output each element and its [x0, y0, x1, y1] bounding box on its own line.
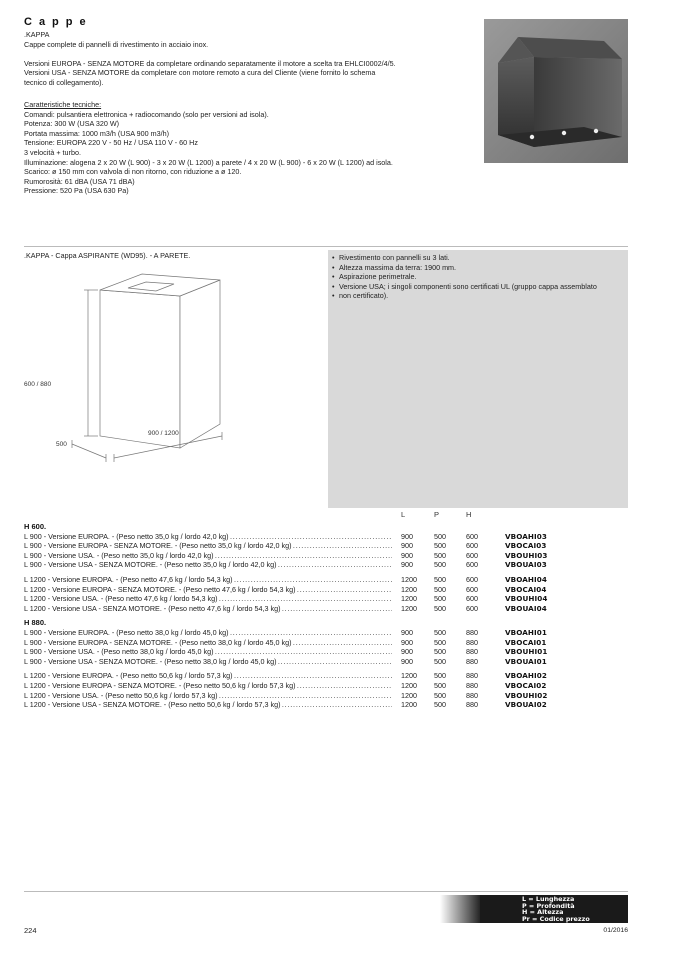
feature-item: • Aspirazione perimetrale.: [332, 272, 624, 282]
dim-width-label: 900 / 1200: [148, 430, 179, 437]
row-h: 600: [466, 560, 478, 570]
row-desc: L 900 - Versione USA - SENZA MOTORE. - (Peso netto 38,0 kg / lordo 45,0 kg) . . .: [24, 657, 392, 667]
row-desc: L 900 - Versione EUROPA - SENZA MOTORE. - (Peso netto 35,0 kg / lordo 42,0 kg) . . .: [24, 541, 392, 551]
row-desc: L 900 - Versione USA. - (Peso netto 35,0 kg / lordo 42,0 kg) . . .: [24, 551, 392, 561]
row-desc: L 900 - Versione EUROPA. - (Peso netto 35,0 kg / lordo 42,0 kg) . . .: [24, 532, 392, 542]
row-desc: L 1200 - Versione EUROPA. - (Peso netto 50,6 kg / lordo 57,3 kg) . . .: [24, 671, 392, 681]
row-p: 500: [434, 656, 446, 666]
feature-item: • Rivestimento con pannelli su 3 lati.: [332, 253, 624, 263]
row-p: 500: [434, 574, 446, 584]
row-p: 500: [434, 647, 446, 657]
row-desc: L 1200 - Versione EUROPA - SENZA MOTORE. - (Peso netto 50,6 kg / lordo 57,3 kg) . . .: [24, 681, 392, 691]
table-subgroup: [24, 532, 628, 570]
row-p: 500: [434, 637, 446, 647]
row-l: 900: [401, 560, 413, 570]
table-row: [24, 647, 628, 657]
row-l: 900: [401, 531, 413, 541]
table-row: [24, 657, 628, 667]
row-h: 880: [466, 656, 478, 666]
section-title: .KAPPA - Cappa ASPIRANTE (WD95). - A PARETE.: [24, 251, 191, 260]
table-row: [24, 681, 628, 691]
row-h: 880: [466, 637, 478, 647]
column-header-l: L: [401, 510, 406, 519]
row-h: 880: [466, 671, 478, 681]
page-number: 224: [24, 926, 37, 935]
row-l: 1200: [401, 680, 417, 690]
table-row: [24, 560, 628, 570]
row-h: 880: [466, 690, 478, 700]
table-row: [24, 671, 628, 681]
spec-line: Scarico: ø 150 mm con valvola di non ritorno, con riduzione a ø 120.: [24, 167, 242, 177]
table-subgroup: [24, 575, 628, 613]
row-code: VBOUHI04: [505, 594, 548, 604]
spec-line: Comandi: pulsantiera elettronica + radiocomando (solo per versioni ad isola).: [24, 109, 269, 119]
row-code: VBOAHI02: [505, 671, 548, 681]
row-code: VBOAHI03: [505, 531, 548, 541]
group-title: H 600.: [24, 522, 47, 531]
intro-block: [24, 30, 444, 88]
row-desc: L 1200 - Versione USA - SENZA MOTORE. - (Peso netto 50,6 kg / lordo 57,3 kg) . . .: [24, 700, 392, 710]
model-name: .KAPPA: [24, 30, 50, 39]
feature-item: • Versione USA; i singoli componenti sono certificati UL (gruppo cappa assemblato: [332, 282, 624, 292]
row-h: 600: [466, 584, 478, 594]
table-subgroup: [24, 671, 628, 709]
table-row: [24, 585, 628, 595]
table-row: [24, 604, 628, 614]
dim-height-label: 600 / 880: [24, 381, 52, 388]
row-l: 1200: [401, 690, 417, 700]
technical-drawing: [24, 266, 324, 472]
row-p: 500: [434, 690, 446, 700]
spec-line: Potenza: 300 W (USA 320 W): [24, 119, 120, 129]
row-l: 1200: [401, 603, 417, 613]
row-l: 900: [401, 656, 413, 666]
row-h: 600: [466, 541, 478, 551]
row-p: 500: [434, 700, 446, 710]
legend-fade: [440, 895, 482, 923]
spec-line: Tensione: EUROPA 220 V - 50 Hz / USA 110 V - 60 Hz: [24, 138, 198, 148]
column-header-h: H: [466, 510, 472, 519]
spec-line: Rumorosità: 61 dBA (USA 71 dBA): [24, 176, 135, 186]
row-l: 900: [401, 627, 413, 637]
intro-text: Cappe complete di pannelli di rivestimento in acciaio inox.: [24, 39, 209, 49]
row-desc: L 900 - Versione USA - SENZA MOTORE. - (Peso netto 35,0 kg / lordo 42,0 kg) . . .: [24, 560, 392, 570]
table-row: [24, 541, 628, 551]
row-code: VBOUHI03: [505, 550, 548, 560]
specs-heading: Caratteristiche tecniche:: [24, 100, 102, 109]
table-row: [24, 691, 628, 701]
row-h: 880: [466, 647, 478, 657]
row-l: 900: [401, 637, 413, 647]
table-row: [24, 532, 628, 542]
row-code: VBOUAI02: [505, 700, 547, 710]
row-code: VBOUHI01: [505, 647, 548, 657]
row-p: 500: [434, 680, 446, 690]
spec-line: Pressione: 520 Pa (USA 630 Pa): [24, 186, 129, 196]
row-desc: L 1200 - Versione USA - SENZA MOTORE. - (Peso netto 47,6 kg / lordo 54,3 kg) . . .: [24, 604, 392, 614]
row-p: 500: [434, 560, 446, 570]
row-h: 600: [466, 574, 478, 584]
row-p: 500: [434, 531, 446, 541]
divider: [24, 246, 628, 247]
table-subgroup: [24, 628, 628, 666]
row-l: 1200: [401, 574, 417, 584]
product-photo: [484, 19, 628, 163]
row-p: 500: [434, 550, 446, 560]
row-code: VBOUAI04: [505, 603, 547, 613]
legend-line: L = Lunghezza: [522, 895, 575, 903]
footer-divider: [24, 891, 628, 892]
dim-depth-label: 500: [56, 441, 67, 448]
page-title: Cappe: [24, 16, 93, 28]
row-p: 500: [434, 671, 446, 681]
edition-date: 01/2016: [603, 927, 628, 934]
row-p: 500: [434, 584, 446, 594]
row-l: 1200: [401, 671, 417, 681]
table-row: [24, 628, 628, 638]
legend: [522, 896, 590, 922]
row-h: 600: [466, 550, 478, 560]
row-h: 600: [466, 594, 478, 604]
row-code: VBOAHI01: [505, 627, 548, 637]
table-row: [24, 638, 628, 648]
feature-list: [332, 253, 624, 301]
row-code: VBOUAI01: [505, 656, 547, 666]
row-p: 500: [434, 603, 446, 613]
row-h: 880: [466, 700, 478, 710]
row-l: 900: [401, 647, 413, 657]
row-l: 1200: [401, 700, 417, 710]
price-table: [24, 522, 628, 715]
row-code: VBOCAI01: [505, 637, 547, 647]
row-code: VBOCAI02: [505, 680, 547, 690]
version-line: Versioni USA - SENZA MOTORE da completare con motore remoto a cura del Cliente (viene fornito lo schema: [24, 68, 376, 78]
table-group: [24, 618, 628, 709]
row-desc: L 1200 - Versione EUROPA. - (Peso netto 47,6 kg / lordo 54,3 kg) . . .: [24, 575, 392, 585]
spec-line: Portata massima: 1000 m3/h (USA 900 m3/h): [24, 128, 170, 138]
legend-line: P = Profondità: [522, 901, 575, 910]
legend-line: Pr = Codice prezzo: [522, 914, 590, 923]
spec-line: Illuminazione: alogena 2 x 20 W (L 900) - 3 x 20 W (L 1200) a parete / 4 x 20 W (L 900) - 6 x 20 W (L 1200) ad isola.: [24, 157, 393, 167]
tech-specs: [24, 100, 454, 196]
row-p: 500: [434, 627, 446, 637]
table-row: [24, 594, 628, 604]
feature-item: • non certificato).: [332, 291, 624, 301]
group-title: H 880.: [24, 618, 47, 628]
legend-line: H = Altezza: [522, 908, 564, 917]
row-p: 500: [434, 541, 446, 551]
row-code: VBOUHI02: [505, 690, 548, 700]
row-l: 1200: [401, 594, 417, 604]
row-code: VBOAHI04: [505, 574, 548, 584]
row-desc: L 900 - Versione EUROPA - SENZA MOTORE. - (Peso netto 38,0 kg / lordo 45,0 kg) . . .: [24, 638, 392, 648]
row-code: VBOCAI04: [505, 584, 547, 594]
row-l: 900: [401, 541, 413, 551]
table-row: [24, 700, 628, 710]
row-p: 500: [434, 594, 446, 604]
version-line: Versioni EUROPA - SENZA MOTORE da completare ordinando separatamente il motore a scelta tra EHLCI0002/4/5.: [24, 58, 396, 68]
table-row: [24, 551, 628, 561]
row-code: VBOUAI03: [505, 560, 547, 570]
row-code: VBOCAI03: [505, 541, 547, 551]
row-desc: L 900 - Versione EUROPA. - (Peso netto 38,0 kg / lordo 45,0 kg) . . .: [24, 628, 392, 638]
feature-item: • Altezza massima da terra: 1900 mm.: [332, 263, 624, 273]
row-desc: L 900 - Versione USA. - (Peso netto 38,0 kg / lordo 45,0 kg) . . .: [24, 647, 392, 657]
spec-line: 3 velocità + turbo.: [24, 147, 81, 157]
row-h: 600: [466, 603, 478, 613]
row-l: 900: [401, 550, 413, 560]
row-desc: L 1200 - Versione EUROPA - SENZA MOTORE. - (Peso netto 47,6 kg / lordo 54,3 kg) . . .: [24, 585, 392, 595]
row-h: 880: [466, 680, 478, 690]
row-desc: L 1200 - Versione USA. - (Peso netto 47,6 kg / lordo 54,3 kg) . . .: [24, 594, 392, 604]
row-h: 600: [466, 531, 478, 541]
row-h: 880: [466, 627, 478, 637]
row-desc: L 1200 - Versione USA. - (Peso netto 50,6 kg / lordo 57,3 kg) . . .: [24, 691, 392, 701]
version-line: tecnico di collegamento).: [24, 77, 104, 87]
row-l: 1200: [401, 584, 417, 594]
column-header-p: P: [434, 510, 440, 519]
table-row: [24, 575, 628, 585]
table-group: [24, 522, 628, 613]
